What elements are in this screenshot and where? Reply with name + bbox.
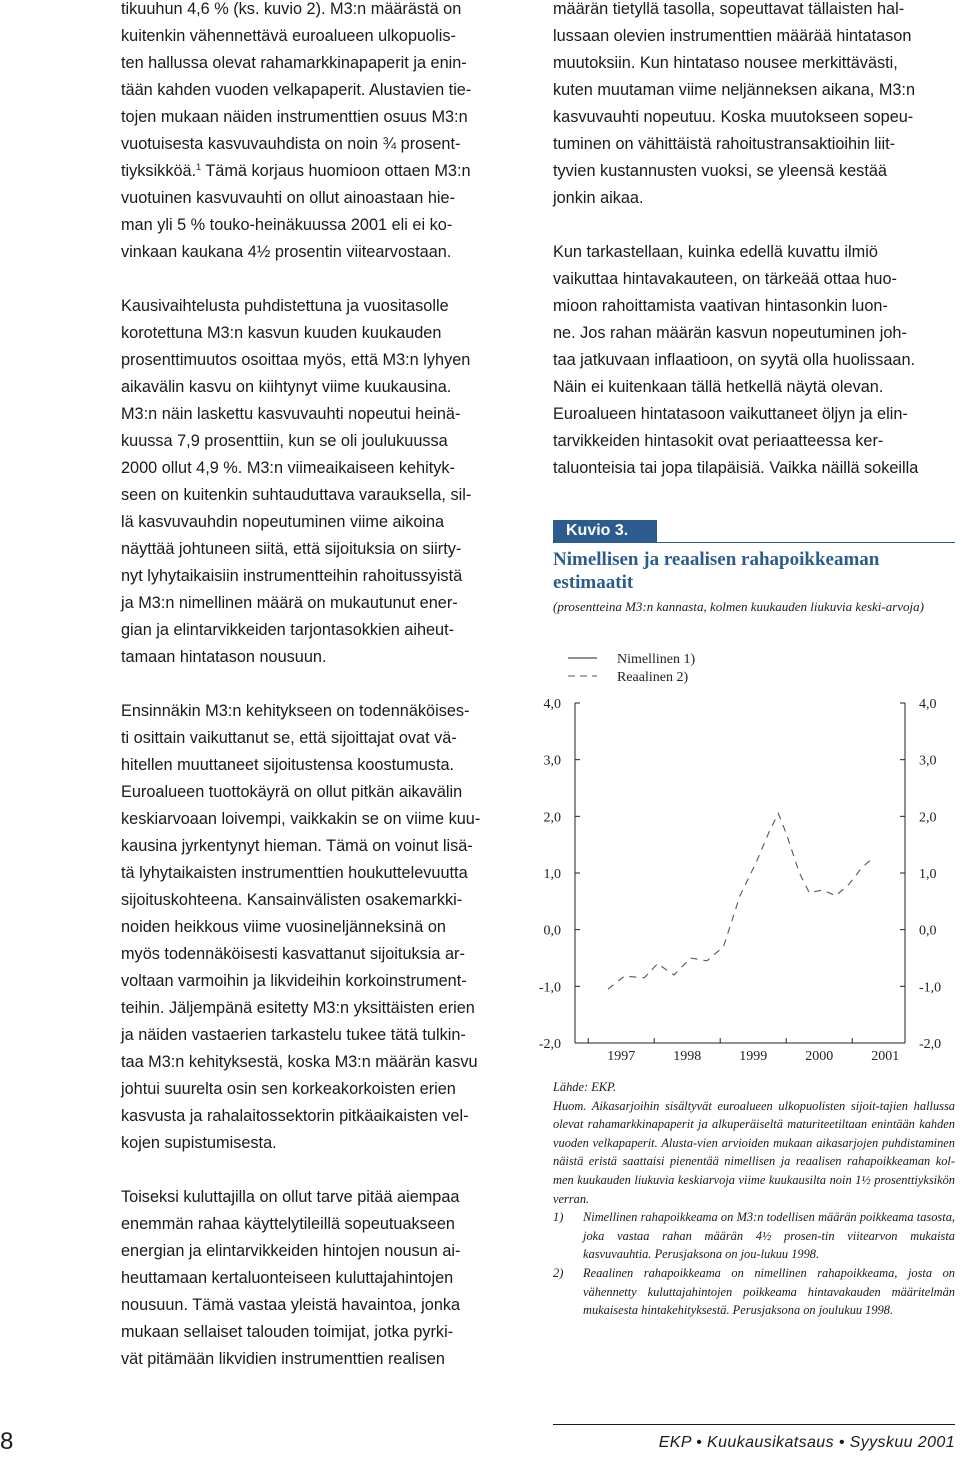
text-line: vuotuisesta kasvuvauhdista on noin ¾ prosent-: [121, 135, 461, 153]
left-text-column: [121, 0, 523, 1373]
y-tick-label-left: 2,0: [543, 810, 561, 826]
text-line: Näin ei kuitenkaan tällä hetkellä näytä olevan.: [553, 378, 884, 396]
y-tick-label-left: -1,0: [538, 980, 561, 996]
text-line: taluonteisia tai jopa tilapäisiä. Vaikka näillä sokeilla: [553, 459, 919, 477]
text-line: voltaan varmoihin ja likvideihin korkoinstrument-: [121, 972, 467, 990]
legend-label-real: Reaalinen 2): [617, 670, 689, 685]
y-tick-label-left: 0,0: [543, 923, 561, 939]
paragraph-gap: [121, 671, 523, 698]
text-line: heuttamaan kertaluonteiseen kuluttajahintojen: [121, 1269, 454, 1287]
note-number: 1): [553, 1210, 564, 1225]
text-line: sijoituskohteena. Kansainvälisten osakemarkki-: [121, 891, 463, 909]
note-item: [553, 1208, 955, 1264]
paragraph-gap: [121, 266, 523, 293]
text-line: jonkin aikaa.: [553, 189, 644, 207]
text-line: nyt lyhytaikaisiin instrumentteihin rahoitussyistä: [121, 567, 463, 585]
text-line: myös todennäköisesti kasvattanut sijoituksia ar-: [121, 945, 465, 963]
text-line: tä lyhytaikaisten instrumenttien houkuttelevuutta: [121, 864, 468, 882]
text-line: vinkaan kaukana 4½ prosentin viitearvostaan.: [121, 243, 452, 261]
x-tick-label: 1997: [607, 1049, 636, 1064]
note-intro: Huom. Aikasarjoihin sisältyvät euroalueen ulkopuolisten sijoit-tajien hallussa olevat rahamarkkinapaperit ja alkuperäiseltä maturiteetiltaan enintään kahden vuoden velkapaperit. Alusta-vien arvioiden mukaan aikasarjojen puhdistaminen näistä eristä saattaisi pienentää nimellisen ja reaalisen rahapoikkeaman kol-men kuukauden liukuvia keskiarvoja viime kuukausilta noin 1½ prosenttiyksikön verran.: [553, 1098, 955, 1206]
text-line: kausina jyrkentynyt hieman. Tämä on voinut lisä-: [121, 837, 473, 855]
text-line: 2000 ollut 4,9 %. M3:n viimeaikaiseen kehityk-: [121, 459, 455, 477]
text-line: lussaan olevien instrumenttien määrää hintatason: [553, 27, 912, 45]
paragraph: [553, 0, 955, 212]
paragraph-gap: [553, 212, 955, 239]
text-line: seen on kuitenkin suhtauduttava varauksella, sil-: [121, 486, 472, 504]
y-tick-label-left: 1,0: [543, 867, 561, 882]
footer-rule: [553, 1424, 955, 1425]
text-line: ti osittain vaikuttanut se, että sijoittajat ovat vä-: [121, 729, 457, 747]
y-tick-label-right: 0,0: [919, 923, 937, 939]
text-line: Toiseksi kuluttajilla on ollut tarve pitää aiempaa: [121, 1188, 460, 1206]
legend-label-nominal: Nimellinen 1): [617, 652, 696, 667]
text-line: Kausivaihtelusta puhdistettuna ja vuositasolle: [121, 297, 449, 315]
paragraph: [121, 0, 523, 266]
footer-publication: EKP • Kuukausikatsaus • Syyskuu 2001: [658, 1434, 955, 1451]
note-item: [553, 1264, 955, 1320]
note-text: Reaalinen rahapoikkeama on nimellinen rahapoikkeama, josta on vähennetty kuluttajahintojen poikkeama hintavakauden määritelmän mukaisesta hintakehityksestä. Perusjaksona on joulukuu 1998.: [583, 1265, 955, 1318]
text-line: tikuuhun 4,6 % (ks. kuvio 2). M3:n määrästä on: [121, 0, 462, 18]
text-line: tojen mukaan näiden instrumenttien osuus M3:n: [121, 108, 468, 126]
paragraph: [121, 293, 523, 671]
text-line: aikavälin kasvu on kiihtynyt viime kuukausina.: [121, 378, 452, 396]
note-text: Nimellinen rahapoikkeama on M3:n todellisen määrän poikkeama tasosta, joka vastaa rahan määrän 4½ prosen-tin viitearvon mukaista kasvuvauhtia. Perusjaksona on jou-lukuu 1998.: [583, 1210, 955, 1262]
text-line: man yli 5 % touko-heinäkuussa 2001 eli ei ko-: [121, 216, 453, 234]
figure-title: Nimellisen ja reaalisen rahapoikkeaman estimaatit: [553, 549, 880, 593]
figure-notes: [553, 1078, 955, 1320]
text-line: lä kasvuvauhdin nopeutuminen viime aikoina: [121, 513, 445, 531]
figure-label: Kuvio 3.: [553, 520, 657, 542]
text-line: enemmän rahaa käyttelytileillä sopeutuakseen: [121, 1215, 455, 1233]
text-line: mukaan sellaiset talouden toimijat, jotka pyrki-: [121, 1323, 454, 1341]
right-text-column: [553, 0, 955, 482]
money-gap-chart: [530, 640, 960, 1070]
text-line: vuotuinen kasvuvauhti on ollut ainoastaan hie-: [121, 189, 455, 207]
page-number: 8: [0, 1428, 14, 1455]
text-line: teihin. Jäljempänä esitetty M3:n yksittäisten erien: [121, 999, 475, 1017]
text-line: taa M3:n kehityksestä, koska M3:n määrän kasvu: [121, 1053, 478, 1071]
paragraph: [121, 698, 523, 1157]
y-tick-label-right: -1,0: [919, 980, 942, 996]
paragraph: [553, 239, 955, 482]
text-line: ne. Jos rahan määrän kasvun nopeutuminen joh-: [553, 324, 907, 342]
text-line: taa jatkuvaan inflaatioon, on syytä olla huolissaan.: [553, 351, 916, 369]
source-note: Lähde: EKP.: [553, 1080, 617, 1094]
text-line: ja näiden vastaerien tarkastelu tukee tätä tulkin-: [121, 1026, 466, 1044]
text-line: nousuun. Tämä vastaa yleistä havaintoa, jonka: [121, 1296, 461, 1314]
figure-rule: [553, 542, 955, 543]
text-line: M3:n näin laskettu kasvuvauhti nopeutui heinä-: [121, 405, 461, 423]
paragraph-gap: [121, 1157, 523, 1184]
y-tick-label-right: 4,0: [919, 697, 937, 712]
x-tick-label: 1998: [673, 1049, 702, 1064]
y-tick-label-left: 3,0: [543, 753, 561, 769]
x-tick-label: 1999: [739, 1049, 768, 1064]
text-line: vät pitämään likvidien instrumenttien realisen: [121, 1350, 445, 1368]
text-line: Euroalueen hintatasoon vaikuttaneet öljyn ja elin-: [553, 405, 908, 423]
text-line: prosenttimuutos osoittaa myös, että M3:n lyhyen: [121, 351, 471, 369]
text-line: Euroalueen tuottokäyrä on ollut pitkän aikavälin: [121, 783, 463, 801]
y-tick-label-right: -2,0: [919, 1037, 942, 1052]
text-line: keskiarvoaan loivempi, vaikkakin se on viime kuu-: [121, 810, 481, 828]
figure-subtitle: (prosentteina M3:n kannasta, kolmen kuukauden liukuvia keski-arvoja): [553, 599, 924, 614]
text-line: kasvusta ja rahalaitossektorin pitkäaikaisten vel-: [121, 1107, 469, 1125]
y-tick-label-left: 4,0: [543, 697, 561, 712]
text-line: kasvuvauhti nopeutuu. Koska muutokseen sopeu-: [553, 108, 914, 126]
text-line: määrän tietyllä tasolla, sopeuttavat tällaisten hal-: [553, 0, 905, 18]
text-line: kuten muutaman viime neljänneksen aikana, M3:n: [553, 81, 916, 99]
series-line-real: [608, 814, 872, 990]
text-line: näyttää johtuneen siitä, että sijoituksia on siirty-: [121, 540, 462, 558]
x-tick-label: 2001: [871, 1049, 900, 1064]
text-line: energian ja elintarvikkeiden hintojen nousun ai-: [121, 1242, 461, 1260]
text-line: tarvikkeiden hintasokit ovat periaatteessa ker-: [553, 432, 884, 450]
text-line: tiyksikköä.$^1$ Tämä korjaus huomioon ottaen M3:n: [121, 162, 471, 180]
text-line: gian ja elintarvikkeiden tarjontasokkien aiheut-: [121, 621, 455, 639]
y-tick-label-right: 1,0: [919, 867, 937, 882]
text-line: tuminen on vähittäistä rahoitustransaktioihin liit-: [553, 135, 896, 153]
text-line: kuitenkin vähennettävä euroalueen ulkopuolis-: [121, 27, 456, 45]
text-line: tyvien kustannusten vuoksi, se yleensä kestää: [553, 162, 887, 180]
x-tick-label: 2000: [805, 1049, 834, 1064]
text-line: kuussa 7,9 prosenttiin, kun se oli joulukuussa: [121, 432, 448, 450]
text-line: hitellen muuttaneet sijoitustensa koostumusta.: [121, 756, 455, 774]
text-line: johtui suurelta osin sen korkeakorkoisten erien: [121, 1080, 456, 1098]
text-line: noiden heikkous viime vuosineljänneksinä on: [121, 918, 446, 936]
y-tick-label-right: 2,0: [919, 810, 937, 826]
paragraph: [121, 1184, 523, 1373]
text-line: tamaan hintatason nousuun.: [121, 648, 327, 666]
text-line: ten hallussa olevat rahamarkkinapaperit ja enin-: [121, 54, 467, 72]
text-line: vaikuttaa hintavakauteen, on tärkeää ottaa huo-: [553, 270, 897, 288]
text-line: Ensinnäkin M3:n kehitykseen on todennäköises-: [121, 702, 470, 720]
note-number: 2): [553, 1265, 564, 1280]
text-line: korotettuna M3:n kasvun kuuden kuukauden: [121, 324, 442, 342]
text-line: kojen supistumisesta.: [121, 1134, 277, 1152]
y-tick-label-left: -2,0: [538, 1037, 561, 1052]
text-line: muutoksiin. Kun hintataso nousee merkittävästi,: [553, 54, 898, 72]
text-line: mioon rahoittamista vaativan hintasonkin luon-: [553, 297, 888, 315]
text-line: Kun tarkastellaan, kuinka edellä kuvattu ilmiö: [553, 243, 878, 261]
text-line: ja M3:n nimellinen määrä on mukautunut ener-: [121, 594, 458, 612]
y-tick-label-right: 3,0: [919, 753, 937, 769]
text-line: tään kahden vuoden velkapaperit. Alustavien tie-: [121, 81, 472, 99]
